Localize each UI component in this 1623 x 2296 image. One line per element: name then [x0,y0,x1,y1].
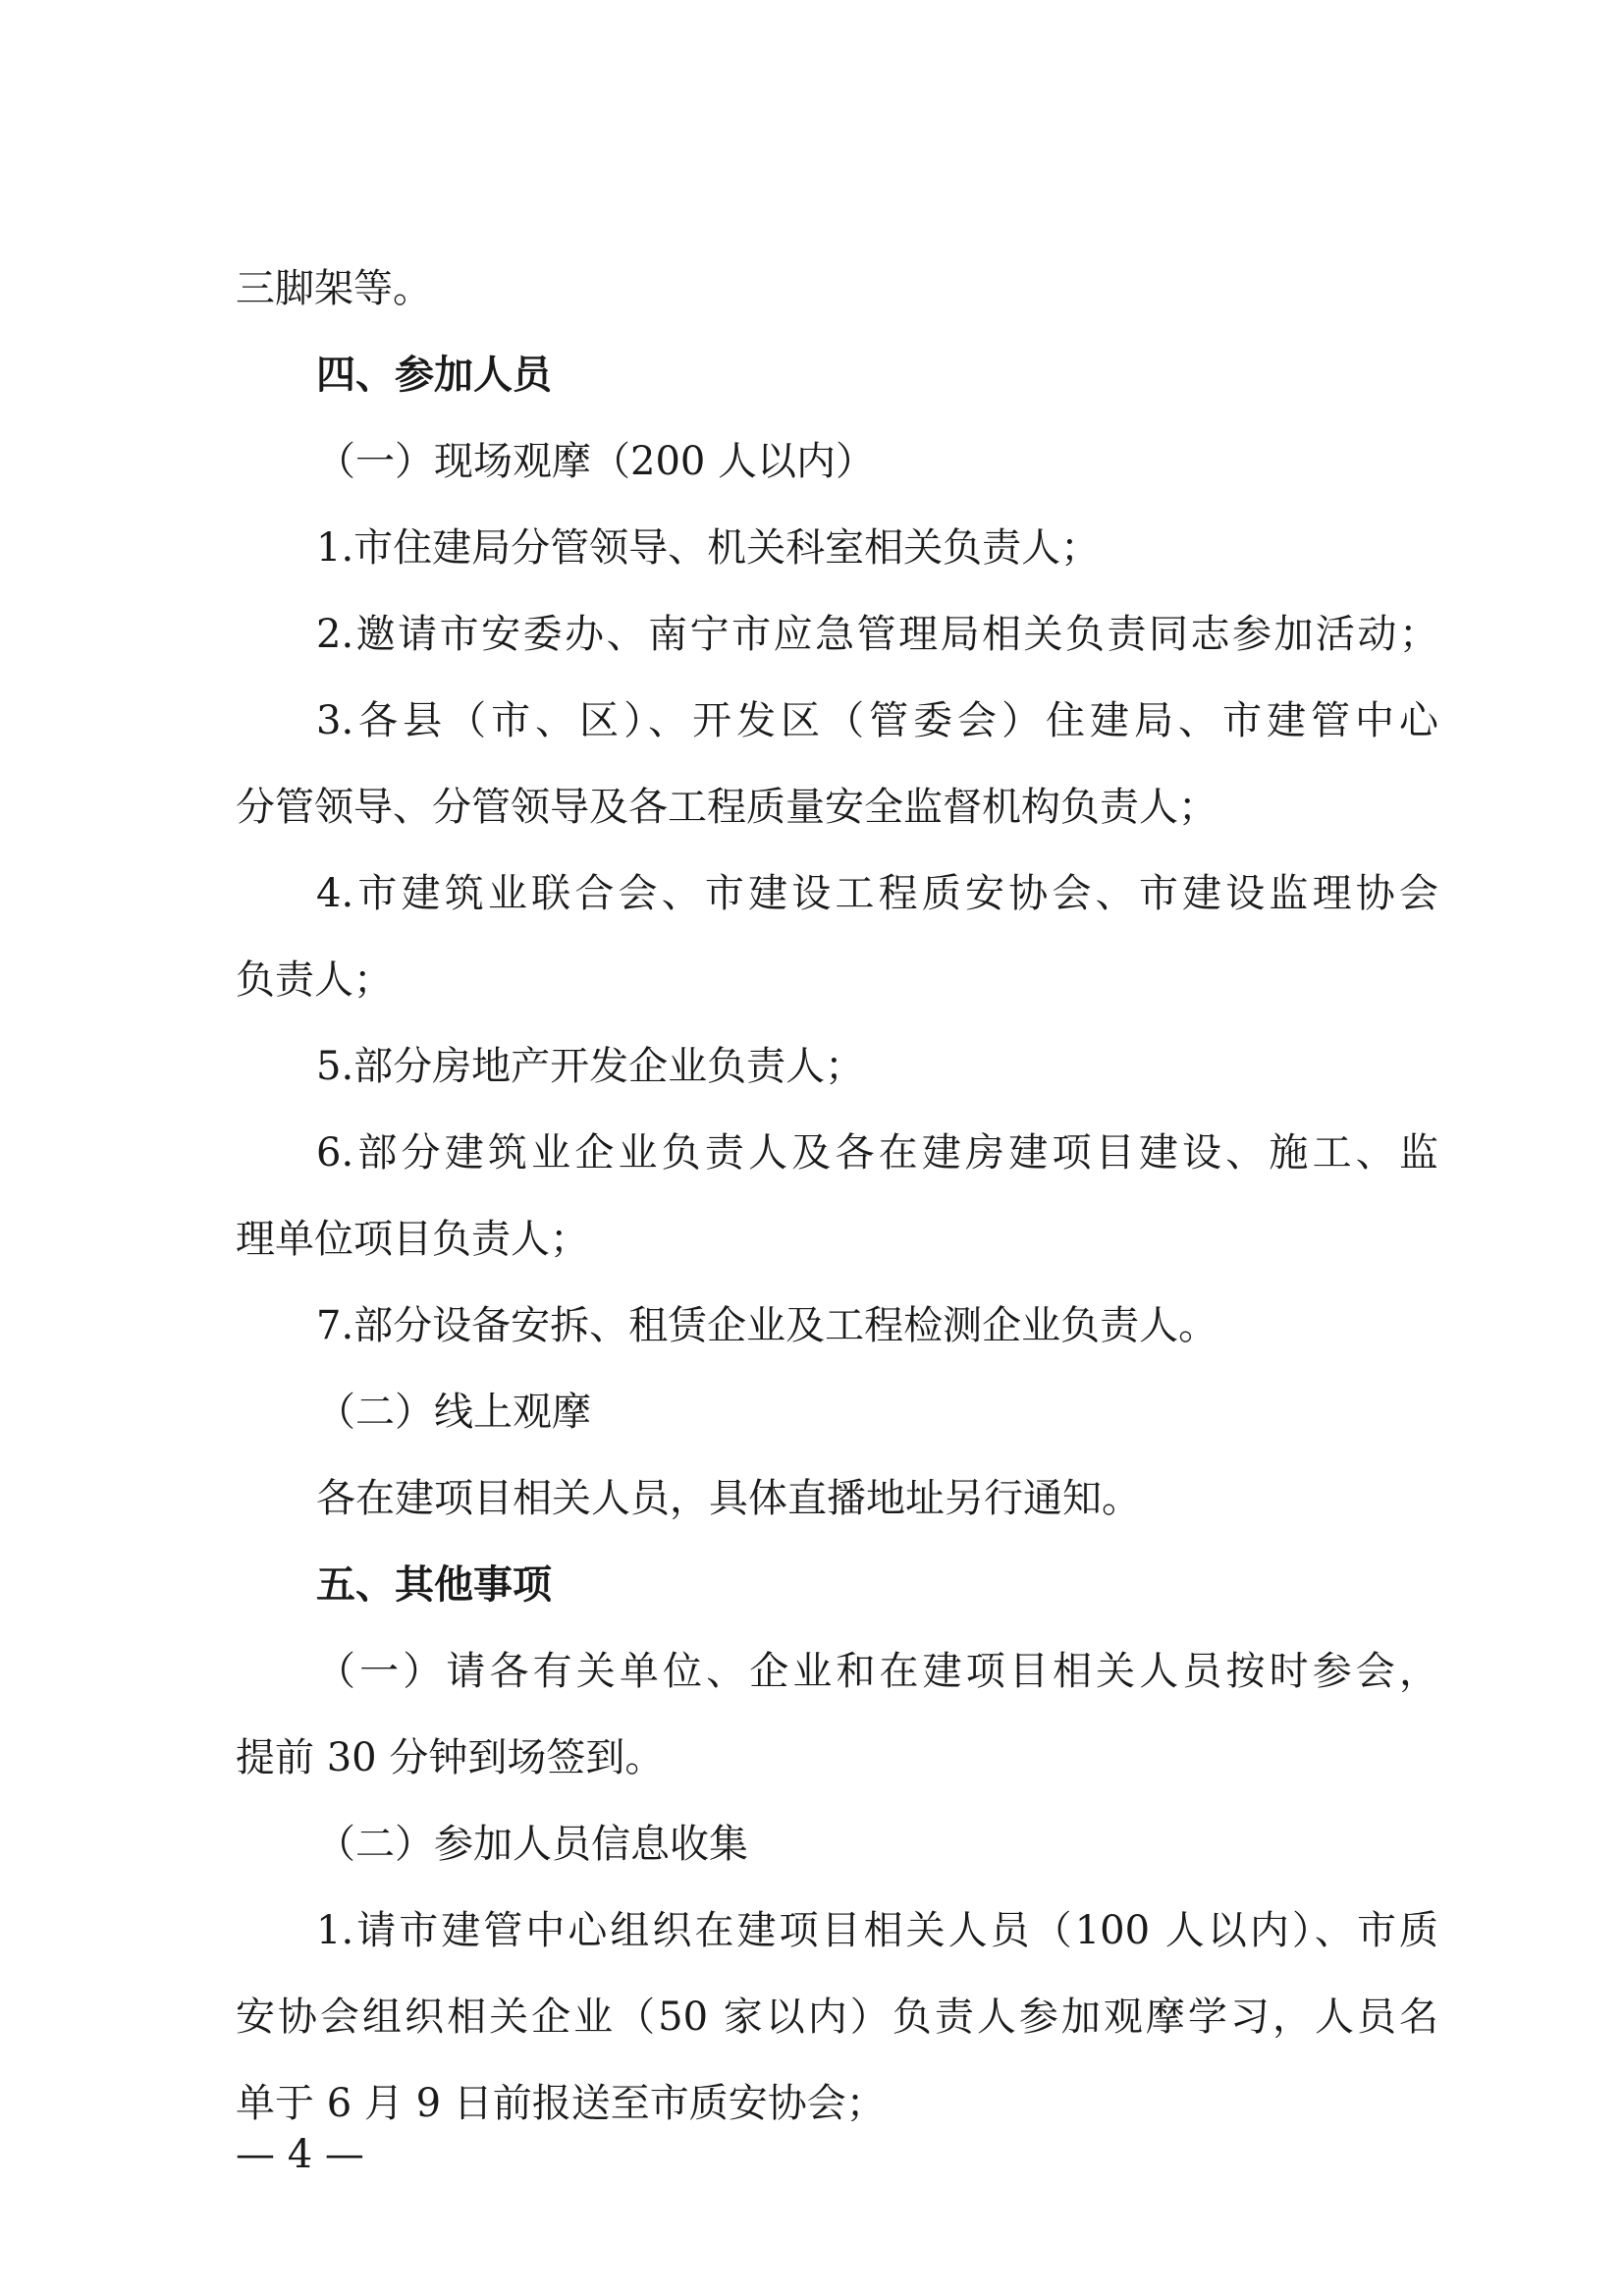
text-line: 4.市建筑业联合会、市建设工程质安协会、市建设监理协会 [316,871,1438,916]
text-line: 提前 30 分钟到场签到。 [236,1735,665,1780]
subsection-heading: （一）现场观摩（200 人以内） [316,439,876,484]
text-line: 单于 6 月 9 日前报送至市质安协会； [236,2081,886,2126]
text-line: 三脚架等。 [236,266,432,311]
text-line: 5.部分房地产开发企业负责人； [316,1044,865,1089]
section-heading: 五、其他事项 [316,1562,552,1608]
text-line: 理单位项目负责人； [236,1217,589,1262]
text-line: 7.部分设备安拆、租赁企业及工程检测企业负责人。 [316,1303,1218,1348]
subsection-heading: （二）线上观摩 [316,1390,591,1435]
page-number: — 4 — [236,2132,364,2177]
text-line: 1.请市建管中心组织在建项目相关人员（100 人以内）、市质 [316,1908,1438,1953]
subsection-heading: （二）参加人员信息收集 [316,1822,748,1867]
text-line: 2.邀请市安委办、南宁市应急管理局相关负责同志参加活动； [316,612,1438,657]
text-line: 6.部分建筑业企业负责人及各在建房建项目建设、施工、监 [316,1130,1438,1175]
text-line: 各在建项目相关人员，具体直播地址另行通知。 [316,1476,1141,1521]
section-heading: 四、参加人员 [316,353,552,398]
text-line: 3.各县（市、区）、开发区（管委会）住建局、市建管中心 [316,698,1438,743]
text-line: 1.市住建局分管领导、机关科室相关负责人； [316,525,1101,571]
text-line: 安协会组织相关企业（50 家以内）负责人参加观摩学习，人员名 [236,1995,1438,2040]
text-line: 分管领导、分管领导及各工程质量安全监督机构负责人； [236,785,1217,830]
text-line: （一）请各有关单位、企业和在建项目相关人员按时参会， [316,1649,1438,1694]
text-line: 负责人； [236,957,393,1003]
